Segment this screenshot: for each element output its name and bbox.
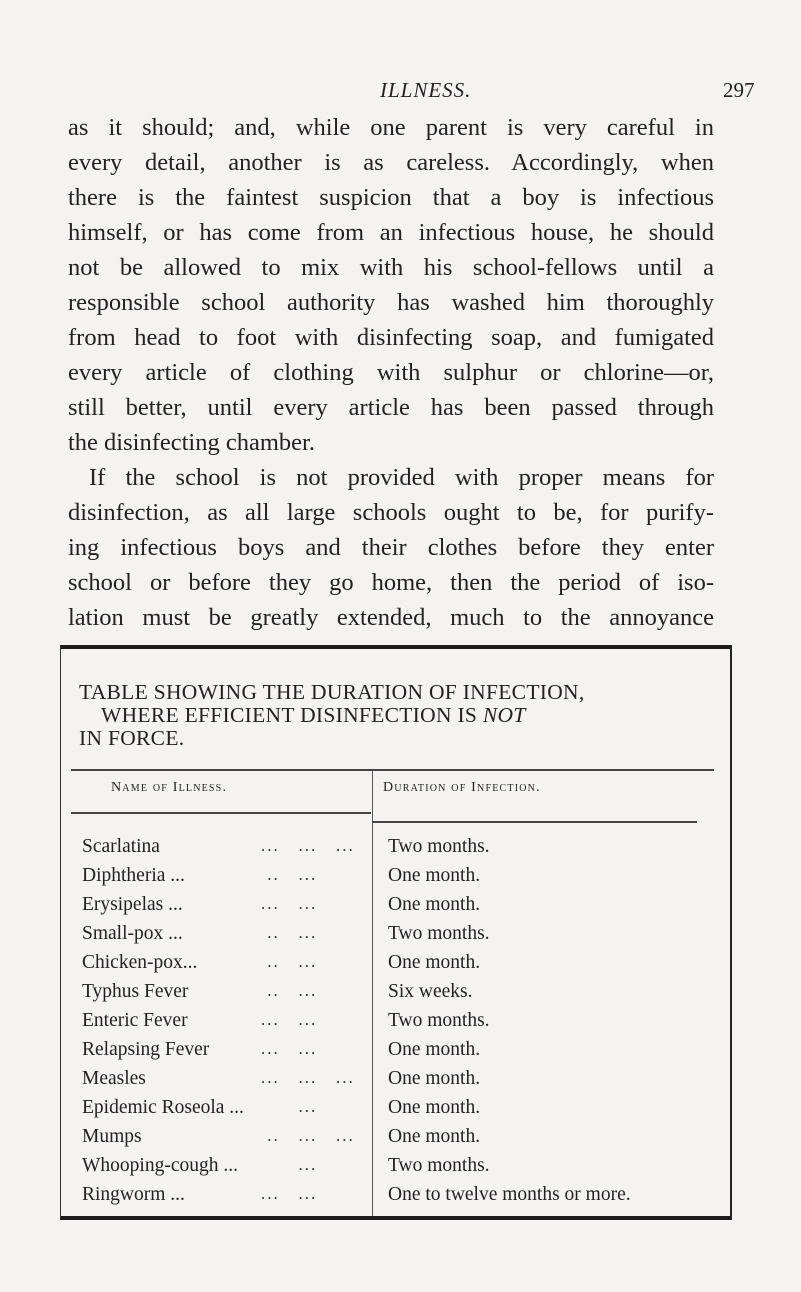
illness-name: Mumps bbox=[82, 1126, 142, 1147]
text-line: himself, or has come from an infectious house, he should bbox=[68, 219, 714, 246]
infection-duration: Six weeks. bbox=[388, 981, 473, 1002]
table-row bbox=[61, 865, 733, 894]
text-line: lation must be greatly extended, much to the annoyance bbox=[68, 604, 714, 631]
body-paragraphs bbox=[68, 110, 714, 635]
table-row bbox=[61, 981, 733, 1010]
table-row bbox=[61, 1068, 733, 1097]
leader-dots: ... ... bbox=[261, 1184, 318, 1203]
table-title bbox=[79, 681, 699, 750]
infection-duration-table bbox=[60, 645, 732, 1220]
leader-dots: .. ... bbox=[261, 923, 318, 942]
table-row bbox=[61, 894, 733, 923]
table-row bbox=[61, 1126, 733, 1155]
leader-dots: ... bbox=[261, 1155, 318, 1174]
text-line: If the school is not provided with proper means for bbox=[89, 464, 714, 491]
leader-dots: ... ... bbox=[261, 1039, 318, 1058]
table-row bbox=[61, 923, 733, 952]
text-line: there is the faintest suspicion that a boy is infectious bbox=[68, 184, 714, 211]
table-title-line bbox=[79, 704, 699, 727]
leader-dots: ... ... bbox=[261, 1010, 318, 1029]
illness-name: Whooping-cough ... bbox=[82, 1155, 238, 1176]
text-line: school or before they go home, then the period of iso- bbox=[68, 569, 714, 596]
illness-name: Epidemic Roseola ... bbox=[82, 1097, 244, 1118]
leader-dots: ... bbox=[261, 1097, 318, 1116]
infection-duration: One month. bbox=[388, 952, 481, 973]
table-row bbox=[61, 1155, 733, 1184]
leader-dots: .. ... bbox=[261, 952, 318, 971]
text-line: ing infectious boys and their clothes before they enter bbox=[68, 534, 714, 561]
infection-duration: One month. bbox=[388, 1039, 481, 1060]
text-line: the disinfecting chamber. bbox=[68, 429, 315, 456]
table-row bbox=[61, 836, 733, 865]
table-rule bbox=[372, 821, 697, 823]
illness-name: Measles bbox=[82, 1068, 146, 1089]
illness-name: Enteric Fever bbox=[82, 1010, 188, 1031]
text-line: responsible school authority has washed him thoroughly bbox=[68, 289, 714, 316]
page-header bbox=[0, 78, 801, 108]
infection-duration: Two months. bbox=[388, 1155, 490, 1176]
text-line: not be allowed to mix with his school-fellows until a bbox=[68, 254, 714, 281]
infection-duration: One month. bbox=[388, 894, 481, 915]
illness-name: Diphtheria ... bbox=[82, 865, 185, 886]
table-rule bbox=[71, 812, 371, 814]
illness-name: Small-pox ... bbox=[82, 923, 183, 944]
infection-duration: One month. bbox=[388, 865, 481, 886]
illness-name: Scarlatina bbox=[82, 836, 160, 857]
infection-duration: One month. bbox=[388, 1097, 481, 1118]
table-title-text: WHERE EFFICIENT DISINFECTION IS bbox=[101, 703, 483, 727]
illness-name: Typhus Fever bbox=[82, 981, 189, 1002]
infection-duration: One to twelve months or more. bbox=[388, 1184, 631, 1205]
table-title-line: TABLE SHOWING THE DURATION OF INFECTION, bbox=[79, 680, 585, 704]
illness-name: Erysipelas ... bbox=[82, 894, 183, 915]
leader-dots: .. ... ... bbox=[261, 1126, 355, 1145]
infection-duration: Two months. bbox=[388, 1010, 490, 1031]
table-row bbox=[61, 1184, 733, 1213]
text-line: still better, until every article has been passed through bbox=[68, 394, 714, 421]
text-line: every detail, another is as careless. Accordingly, when bbox=[68, 149, 714, 176]
column-header-name: Name of Illness. bbox=[111, 780, 228, 795]
illness-name: Ringworm ... bbox=[82, 1184, 185, 1205]
leader-dots: ... ... ... bbox=[261, 836, 355, 855]
leader-dots: ... ... bbox=[261, 894, 318, 913]
infection-duration: One month. bbox=[388, 1068, 481, 1089]
text-line: from head to foot with disinfecting soap, and fumigated bbox=[68, 324, 714, 351]
table-title-emphasis: NOT bbox=[482, 703, 526, 727]
table-row bbox=[61, 952, 733, 981]
text-line: disinfection, as all large schools ought to be, for purify- bbox=[68, 499, 714, 526]
infection-duration: Two months. bbox=[388, 923, 490, 944]
leader-dots: .. ... bbox=[261, 865, 318, 884]
table-row bbox=[61, 1010, 733, 1039]
table-row bbox=[61, 1097, 733, 1126]
illness-name: Relapsing Fever bbox=[82, 1039, 210, 1060]
text-line: as it should; and, while one parent is very careful in bbox=[68, 114, 714, 141]
table-row bbox=[61, 1039, 733, 1068]
table-title-line: IN FORCE. bbox=[79, 726, 185, 750]
text-line: every article of clothing with sulphur or chlorine—or, bbox=[68, 359, 714, 386]
illness-name: Chicken-pox... bbox=[82, 952, 198, 973]
table-rule bbox=[71, 769, 714, 771]
leader-dots: ... ... ... bbox=[261, 1068, 355, 1087]
running-title: ILLNESS. bbox=[380, 78, 472, 102]
column-header-duration: Duration of Infection. bbox=[383, 780, 541, 795]
infection-duration: One month. bbox=[388, 1126, 481, 1147]
page-number: 297 bbox=[723, 78, 755, 102]
table-body bbox=[61, 836, 733, 1213]
leader-dots: .. ... bbox=[261, 981, 318, 1000]
infection-duration: Two months. bbox=[388, 836, 490, 857]
